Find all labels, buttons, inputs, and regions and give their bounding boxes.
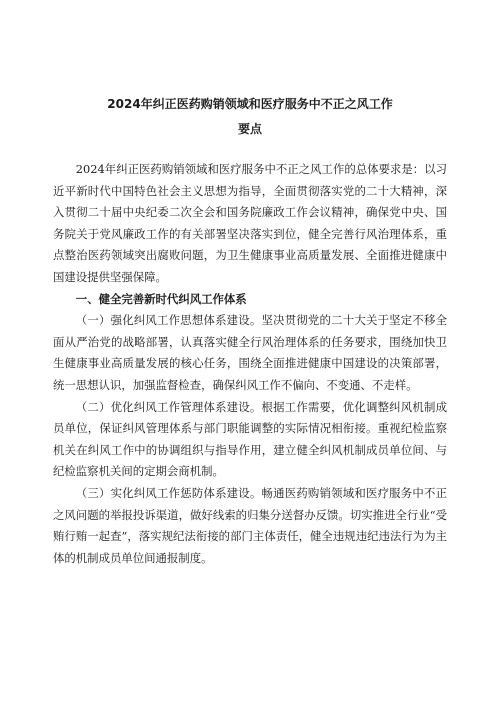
document-subtitle: 要点 [237, 122, 262, 136]
intro-paragraph: 2024年纠正医药购销领域和医疗服务中不正之风工作的总体要求是：以习近平新时代中国特色社会主义思想为指导，全面贯彻落实党的二十大精神，深入贯彻二十届中央纪委二次全会和国务院廉政工作会议精神，确保党中央、国务院关于党风廉政工作的有关部署坚决落实到位，健全完善行风治理体系，重点整治医药领域突出腐败问题，为卫生健康事业高质量发展、全面推进健康中国建设提供坚强保障。 [53, 162, 447, 284]
document-body [53, 159, 447, 569]
section-heading: 一、健全完善新时代纠风工作体系 [75, 291, 247, 306]
paragraph-3: （三）实化纠风工作惩防体系建设。畅通医药购销领域和医疗服务中不正之风问题的举报投诉渠道，做好线索的归集分送督办反馈。切实推进全行业“受贿行贿一起查”，落实规纪法衔接的部门主体责任，健全违规违纪违法行为为主体的机制成员单位间通报制度。 [53, 485, 447, 565]
document-title: 2024年纠正医药购销领域和医疗服务中不正之风工作 [107, 97, 393, 111]
paragraph-2: （二）优化纠风工作管理体系建设。根据工作需要，优化调整纠风机制成员单位，保证纠风管理体系与部门职能调整的实际情况相衔接。重视纪检监察机关在纠风工作中的协调组织与指导作用，建立健全纠风机制成员单位间、与纪检监察机关间的定期会商机制。 [53, 399, 447, 479]
paragraph-1: （一）强化纠风工作思想体系建设。坚决贯彻党的二十大关于坚定不移全面从严治党的战略部署，认真落实健全行风治理体系的任务要求，围绕加快卫生健康事业高质量发展的核心任务，围绕全面推进健康中国建设的决策部署，统一思想认识，加强监督检查，确保纠风工作不偏向、不变通、不走样。 [53, 313, 447, 392]
